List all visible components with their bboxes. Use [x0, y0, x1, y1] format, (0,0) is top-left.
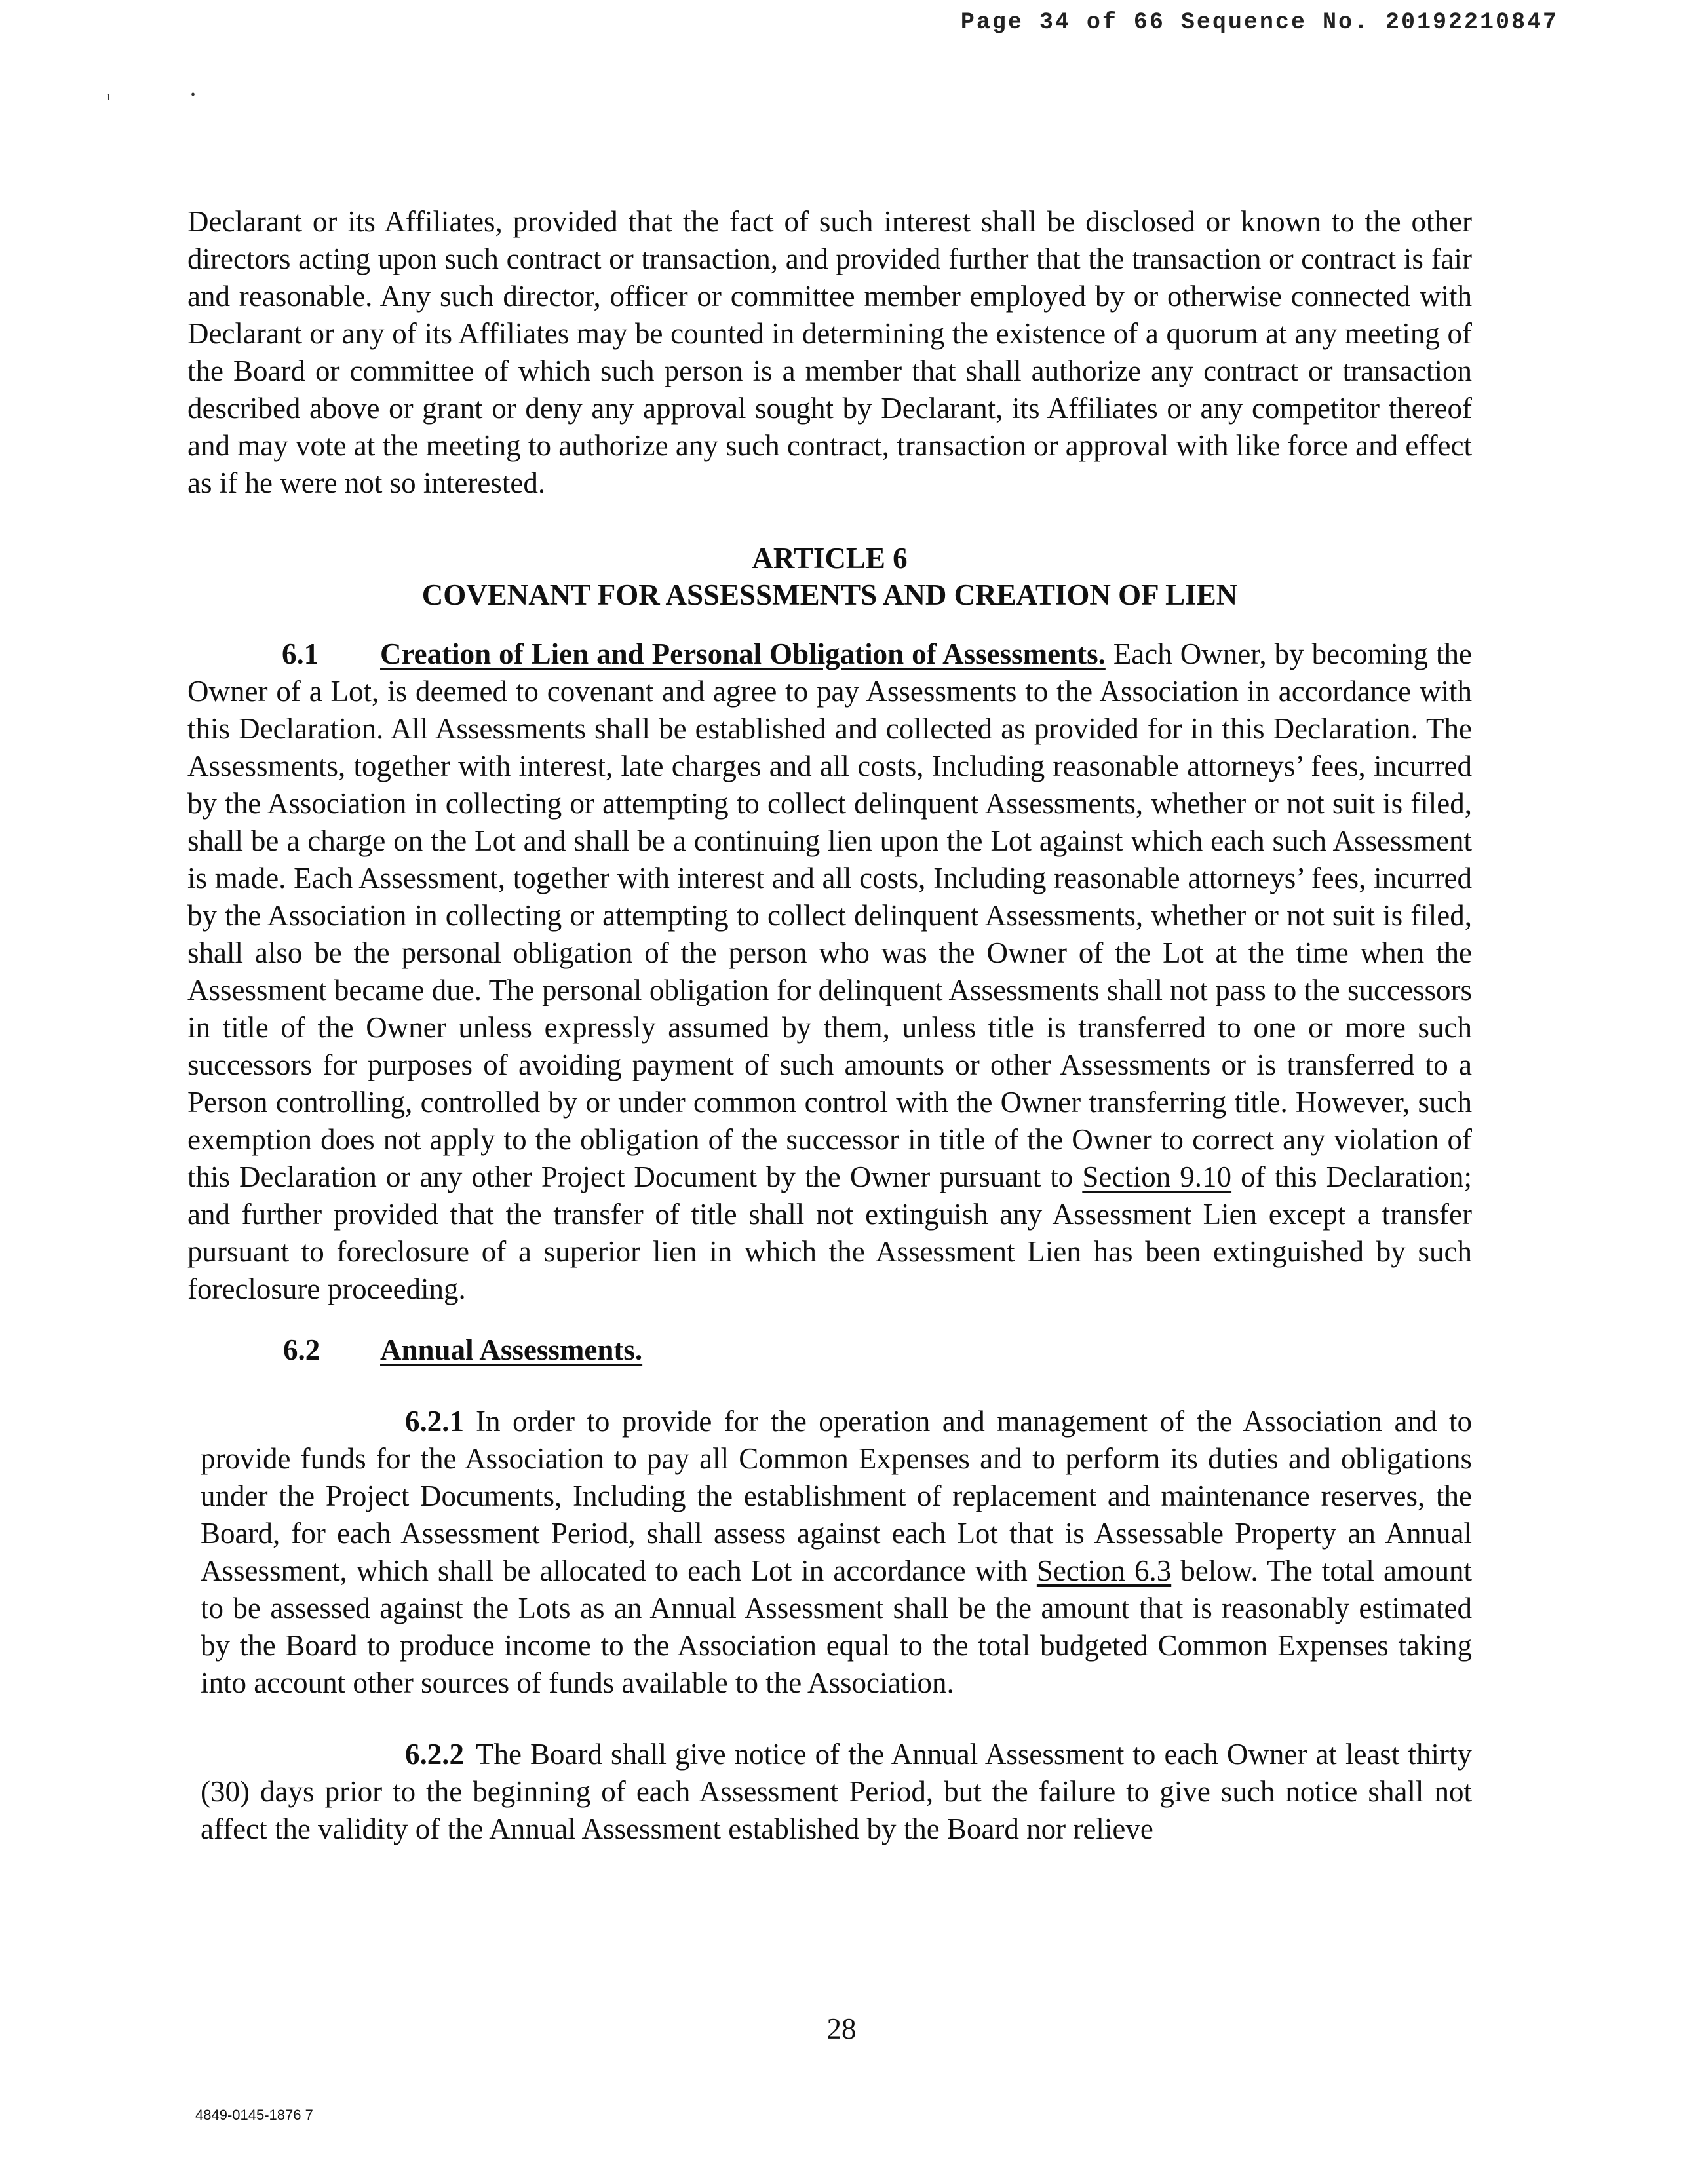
section-heading: Annual Assessments. [380, 1333, 643, 1366]
page-sequence-header: Page 34 of 66 Sequence No. 20192210847 [960, 9, 1558, 35]
section-reference-link[interactable]: Section 9.10 [1082, 1160, 1232, 1193]
document-id: 4849-0145-1876 7 [195, 2107, 313, 2123]
section-reference-link[interactable]: Section 6.3 [1036, 1554, 1172, 1587]
section-text: Each Owner, by becoming the Owner of a Lot, is deemed to covenant and agree to pay Assessments to the Association in accordance with this Declaration. All Assessments shall be established and collected as provided for in this Declaration. The Assessments, together with interest, late charges and all costs, Including reasonable attorneys’ fees, incurred by the Association in collecting or attempting to collect delinquent Assessments, whether or not suit is filed, shall be a charge on the Lot and shall be a continuing lien upon the Lot against which each such Assessment is made. Each Assessment, together with interest and all costs, Including reasonable attorneys’ fees, incurred by the Association in collecting or attempting to collect delinquent Assessments, whether or not suit is filed, shall also be the personal obligation of the person who was the Owner of the Lot at the time when the Assessment became due. The personal obligation for delinquent Assessments shall not pass to the successors in title of the Owner unless expressly assumed by them, unless title is transferred to one or more such successors for purposes of avoiding payment of such amounts or other Assessments or is transferred to a Person controlling, controlled by or under common control with the Owner transferring title. However, such exemption does not apply to the obligation of the successor in title of the Owner to correct any violation of this Declaration or any other Project Document by the Owner pursuant to [187, 638, 1473, 1193]
section-6-1 [187, 636, 1472, 1308]
article-number: ARTICLE 6 [752, 542, 908, 575]
section-number: 6.2.2 [405, 1738, 464, 1771]
section-6-2 [187, 1331, 1472, 1369]
section-number: 6.2.1 [405, 1405, 464, 1438]
article-title: COVENANT FOR ASSESSMENTS AND CREATION OF LIEN [421, 579, 1238, 611]
section-text: In order to provide for the operation and management of the Association and to provide funds for the Association to pay all Common Expenses and to perform its duties and obligations under the Project Documents, Including the establishment of replacement and maintenance reserves, the Board, for each Assessment Period, shall assess against each Lot that is Assessable Property an Annual Assessment, which shall be allocated to each Lot in accordance with [201, 1405, 1472, 1587]
page-number: 28 [826, 2012, 857, 2045]
section-number: 6.2 [283, 1333, 320, 1366]
scan-mark: ı [107, 89, 111, 104]
section-text: The Board shall give notice of the Annual Assessment to each Owner at least thirty (30) days prior to the beginning of each Assessment Period, but the failure to give such notice shall not affect the validity of the Annual Assessment established by the Board nor relieve [201, 1738, 1472, 1845]
section-number: 6.1 [282, 638, 319, 670]
section-heading: Creation of Lien and Personal Obligation of Assessments. [380, 638, 1106, 670]
article-heading [187, 540, 1472, 613]
document-body [187, 203, 1472, 1848]
section-6-2-2 [187, 1736, 1472, 1848]
intro-paragraph: Declarant or its Affiliates, provided that the fact of such interest shall be disclosed or known to the other directors acting upon such contract or transaction, and provided further that the transaction or contract is fair and reasonable. Any such director, officer or committee member employed by or otherwise connected with Declarant or any of its Affiliates may be counted in determining the existence of a quorum at any meeting of the Board or committee of which such person is a member that shall authorize any contract or transaction described above or grant or deny any approval sought by Declarant, its Affiliates or any competitor thereof and may vote at the meeting to authorize any such contract, transaction or approval with like force and effect as if he were not so interested. [187, 205, 1472, 499]
section-text: below. The total amount to be assessed against the Lots as an Annual Assessment shall be the amount that is reasonably estimated by the Board to produce income to the Association equal to the total budgeted Common Expenses taking into account other sources of funds available to the Association. [201, 1554, 1472, 1699]
scan-mark: • [191, 88, 196, 102]
section-6-2-1 [187, 1403, 1472, 1702]
section-text: of this Declaration; and further provided that the transfer of title shall not extinguish any Assessment Lien except a transfer pursuant to foreclosure of a superior lien in which the Assessment Lien has been extinguished by such foreclosure proceeding. [187, 1160, 1472, 1305]
